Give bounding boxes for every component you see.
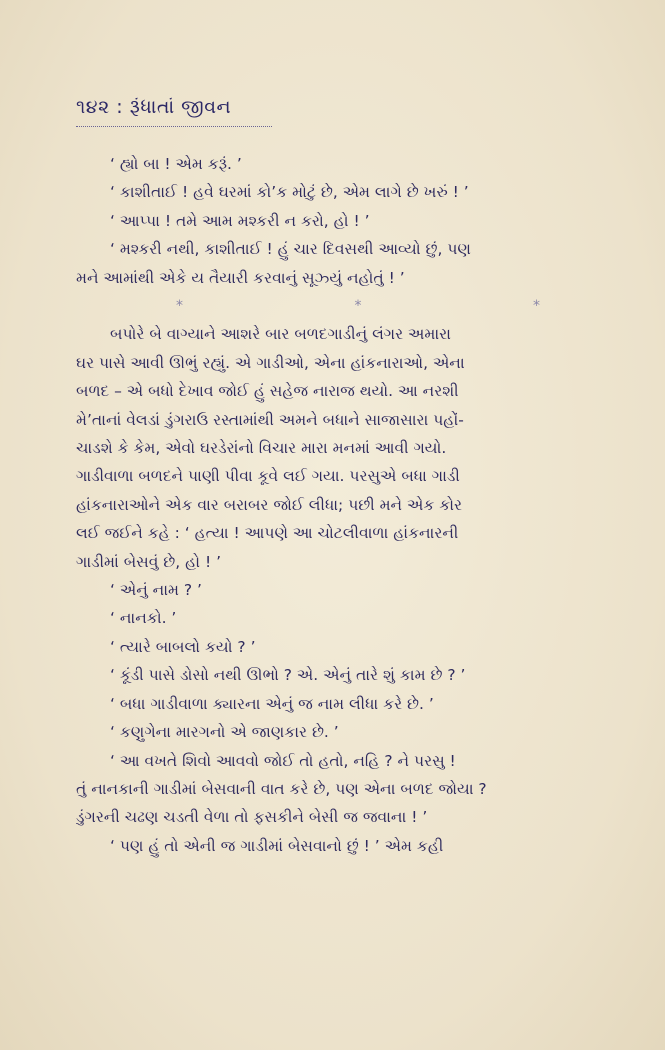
text-line: ‘ મશ્કરી નથી, કાશીતાઈ ! હું ચાર દિવસથી આવ્યો છું, પણ — [110, 240, 471, 259]
paragraph-line: હાંકનારાઓને એક વાર બરાબર જોઈ લીધા; પછી મને એક કોર — [76, 495, 463, 514]
dialogue-line: ‘ કૂંડી પાસે ડોસો નથી ઊભો ? એ. એનું તારે શું કામ છે ? ’ — [110, 666, 466, 685]
paragraph-line: બપોરે બે વાગ્યાને આશરે બાર બળદગાડીનું લંગર અમારા — [110, 325, 451, 344]
separator-star: * — [354, 298, 362, 315]
dialogue-line: ‘ કણુગેના મારગનો એ જાણકાર છે. ’ — [110, 723, 339, 742]
paragraph-line: ગાડીમાં બેસવું છે, હો ! ’ — [76, 552, 222, 571]
paragraph-line: ઘર પાસે આવી ઊભું રહ્યું. એ ગાડીઓ, એના હાંકનારાઓ, એના — [76, 353, 465, 372]
separator-star: * — [176, 298, 183, 315]
header-underline — [76, 126, 272, 127]
text-line: ‘ હ્યો બા ! એમ કરૂં. ’ — [110, 155, 242, 173]
paragraph-line: લઈ જઈને કહે : ‘ હત્યા ! આપણે આ ચોટલીવાળા હાંકનારની — [76, 524, 459, 543]
text-line: ‘ કાશીતાઈ ! હવે ઘરમાં કો’ક મોટું છે, એમ લાગે છે ખરું ! ’ — [110, 183, 469, 202]
text-line: ‘ આપ્પા ! તમે આમ મશ્કરી ન કરો, હો ! ’ — [110, 211, 370, 230]
dialogue-line: ‘ ત્યારે બાબલો કયો ? ’ — [110, 637, 256, 656]
final-line: ‘ આ વખતે શિવો આવવો જોઈ તો હતો, નહિ ? ને પરસુ ! — [110, 751, 456, 770]
dialogue-line: ‘ બધા ગાડીવાળા ક્યારના એનું જ નામ લીધા કરે છે. ’ — [110, 694, 434, 713]
dialogue-line: ‘ એનું નામ ? ’ — [110, 581, 202, 600]
final-line: તું નાનકાની ગાડીમાં બેસવાની વાત કરે છે, પણ એના બળદ જોયા ? — [76, 779, 487, 798]
final-line: ડુંગરની ચઢણ ચડતી વેળા તો ફસકીને બેસી જ જવાના ! ’ — [76, 808, 428, 827]
paragraph-line: ચાડશે કે કેમ, એવો ઘરડેરાંનો વિચાર મારા મનમાં આવી ગયો. — [76, 439, 447, 458]
paragraph-line: ગાડીવાળા બળદને પાણી પીવા કૂવે લઈ ગયા. પરસુએ બધા ગાડી — [76, 467, 460, 486]
separator-star: * — [533, 298, 540, 315]
dialogue-line: ‘ નાનકો. ’ — [110, 609, 177, 628]
running-header: ૧૪૨ : રૂંધાતાં જીવન — [76, 96, 232, 118]
text-line: મને આમાંથી એકે ય તૈયારી કરવાનું સૂઝ્યું નહોતું ! ’ — [76, 268, 405, 287]
page-text — [76, 150, 594, 860]
paragraph-line: મે’તાનાં વેલડાં ડુંગરાઉ રસ્તામાંથી અમને બધાને સાજાસારા પહોં- — [76, 410, 464, 429]
section-separator — [76, 292, 594, 320]
final-line: ‘ પણ હું તો એની જ ગાડીમાં બેસવાનો છું ! ’ એમ કહી — [110, 836, 444, 855]
paragraph-line: બળદ – એ બધો દેખાવ જોઈ હું સહેજ નારાજ થયો. આ નરશી — [76, 382, 459, 401]
